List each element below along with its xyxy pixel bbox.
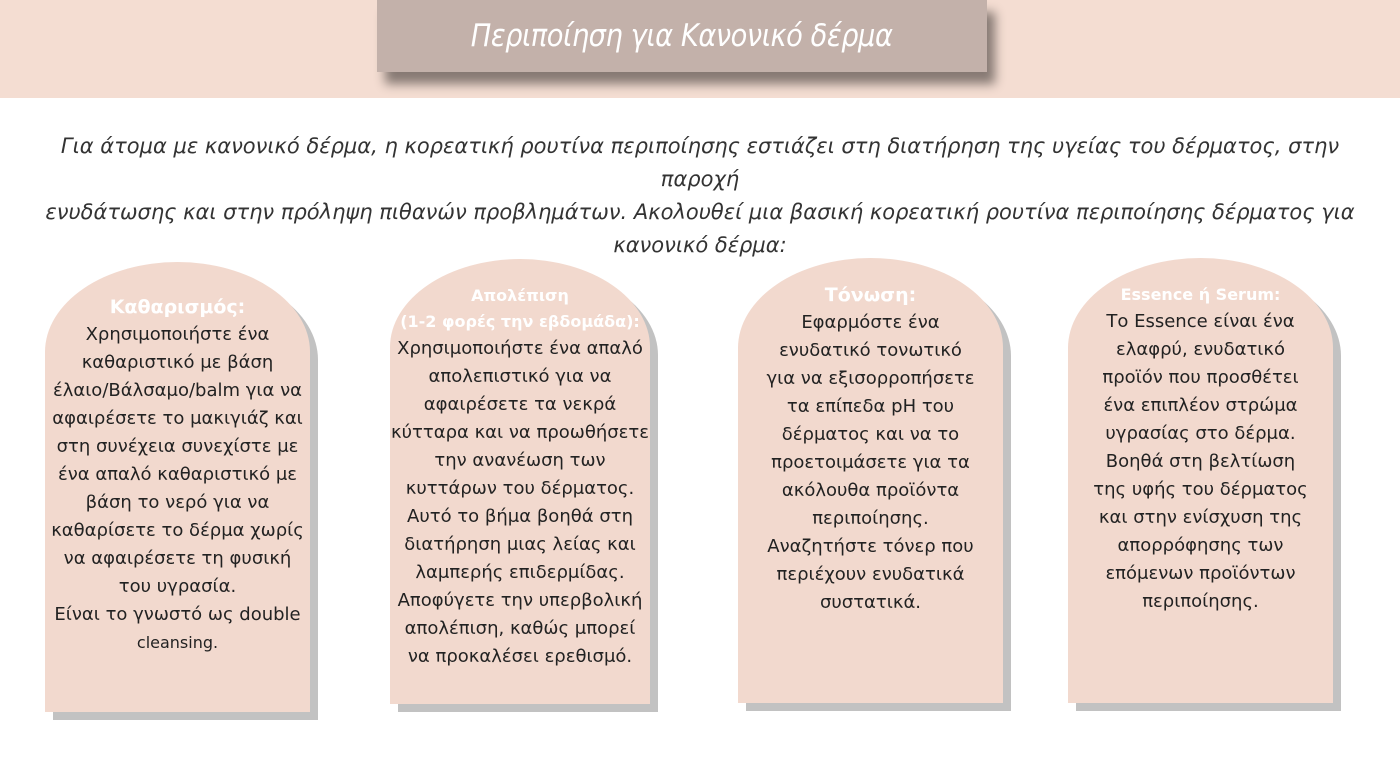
card-cleansing [45,262,310,712]
card-toning [738,258,1003,703]
card-line: Χρησιμοποιήστε ένα [85,324,270,345]
card-line: επόμενων προϊόντων [1105,563,1296,584]
card-line: περιποίησης. [1142,591,1259,612]
card-line: υγρασίας στο δέρμα. [1105,423,1296,444]
card-line: καθαρίσετε το δέρμα χωρίς [51,520,304,541]
intro-paragraph [20,130,1380,262]
card-line: τα επίπεδα pH του [786,396,955,417]
card-body [390,335,650,671]
card-line: αφαιρέσετε το μακιγιάζ και [52,408,303,429]
card-line: της υφής του δέρματος [1093,479,1308,500]
card-line: προϊόν που προσθέτει [1102,367,1299,388]
card-line: έλαιο/Βάλσαμο/balm για να [52,380,303,401]
card-body [50,321,305,657]
card-essence-serum [1068,258,1333,703]
card-line: να προκαλέσει ερεθισμό. [407,646,633,667]
card-line: ακόλουθα προϊόντα [781,480,960,501]
card-line: του υγρασία. [118,576,237,597]
card-line: Το Essence είναι ένα [1106,311,1295,332]
card-line: Χρησιμοποιήστε ένα απαλό [397,338,643,359]
card-line: κύτταρα και να προωθήσετε [391,422,649,443]
card-exfoliation [390,259,650,704]
card-line: ένα απαλό καθαριστικό με [57,464,298,485]
card-body [751,309,991,617]
card-line: δέρματος και να το [781,424,960,445]
card-title: Καθαρισμός: [109,296,246,318]
card-subtitle: (1-2 φορές την εβδομάδα): [400,312,640,331]
intro-line: Για άτομα με κανονικό δέρμα, η κορεατική ρουτίνα περιποίησης εστιάζει στη διατήρηση της υγείας του δέρματος, στην παροχή [60,134,1340,191]
card-line: διατήρηση μιας λείας και [404,534,636,555]
card-line: Είναι το γνωστό ως double [54,604,301,625]
card-line: Βοηθά στη βελτίωση [1105,451,1296,472]
card-title: Essence ή Serum: [1120,285,1281,304]
title-box [377,0,987,72]
card-line: και στην ενίσχυση της [1098,507,1303,528]
card-line: Αποφύγετε την υπερβολική [397,590,643,611]
card-line: για να εξισορροπήσετε [766,368,975,389]
card-line: περιέχουν ενυδατικά [776,564,965,585]
intro-line: ενυδάτωσης και στην πρόληψη πιθανών προβλημάτων. Ακολουθεί μια βασική κορεατική ρουτίνα περιποίησης δέρματος για [45,200,1355,224]
card-line: ένα επιπλέον στρώμα [1103,395,1298,416]
card-body [1083,308,1318,616]
card-line: κυττάρων του δέρματος. [405,478,635,499]
card-line: cleansing. [136,633,219,652]
card-line: περιποίησης. [812,508,929,529]
card-line: Εφαρμόστε ένα [801,312,940,333]
card-line: να αφαιρέσετε τη φυσική [63,548,292,569]
card-line: Αναζητήστε τόνερ που [767,536,974,557]
card-title: Τόνωση: [824,284,917,306]
card-line: απολέπιση, καθώς μπορεί [404,618,636,639]
card-line: στη συνέχεια συνεχίστε με [56,436,299,457]
card-line: απορρόφησης των [1117,535,1284,556]
card-line: συστατικά. [819,592,922,613]
card-line: απολεπιστικό για να [428,366,612,387]
card-line: λαμπερής επιδερμίδας. [415,562,625,583]
card-line: την ανανέωση των [434,450,606,471]
card-line: Αυτό το βήμα βοηθά στη [407,506,633,527]
card-line: αφαιρέσετε τα νεκρά [423,394,617,415]
page-title: Περιποίηση για Κανονικό δέρμα [471,18,893,54]
intro-line: κανονικό δέρμα: [613,233,787,257]
card-title: Απολέπιση [471,286,569,305]
card-line: προετοιμάσετε για τα [771,452,970,473]
card-line: βάση το νερό για να [85,492,270,513]
card-line: ελαφρύ, ενυδατικό [1115,339,1286,360]
card-line: καθαριστικό με βάση [81,352,274,373]
card-line: ενυδατικό τονωτικό [779,340,962,361]
